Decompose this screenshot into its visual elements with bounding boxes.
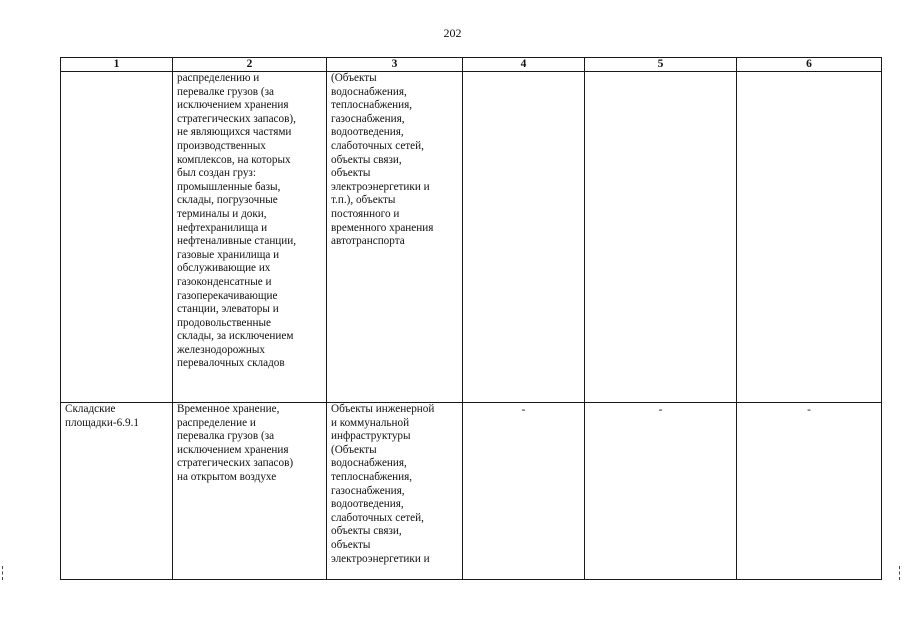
cell-use-description: распределению и перевалке грузов (за исключением хранения стратегических запасов), не являющихся частями производственных комплексов, на которых был создан груз: промышленные базы, склады, погрузочные терминалы и доки, нефтехранилища и нефтеналивные станции, газовые хранилища и обслуживающие их газоконденсатные и газоперекачивающие станции, элеваторы и продовольственные склады, за исключением железнодорожных перевалочных складов — [173, 72, 327, 403]
cell-use-description: Временное хранение, распределение и перевалка грузов (за исключением хранения стратегических запасов) на открытом воздухе — [173, 403, 327, 580]
cell-column-4: - — [463, 403, 585, 580]
land-use-table — [60, 57, 882, 580]
left-margin-mark — [2, 566, 5, 580]
column-header-3: 3 — [327, 58, 463, 72]
table-row — [61, 403, 882, 580]
cell-use-name: Складские площадки-6.9.1 — [61, 403, 173, 580]
cell-column-6 — [737, 72, 882, 403]
cell-column-4 — [463, 72, 585, 403]
column-header-4: 4 — [463, 58, 585, 72]
cell-use-name — [61, 72, 173, 403]
column-header-6: 6 — [737, 58, 882, 72]
cell-auxiliary-objects: (Объекты водоснабжения, теплоснабжения, газоснабжения, водоотведения, слаботочных сетей, объекты связи, объекты электроэнергетики и т.п.), объекты постоянного и временного хранения автотранспорта — [327, 72, 463, 403]
cell-column-5: - — [585, 403, 737, 580]
table-row — [61, 72, 882, 403]
cell-column-5 — [585, 72, 737, 403]
column-header-5: 5 — [585, 58, 737, 72]
column-header-1: 1 — [61, 58, 173, 72]
page-number: 202 — [443, 26, 462, 40]
cell-column-6: - — [737, 403, 882, 580]
right-margin-mark — [899, 566, 902, 580]
cell-auxiliary-objects: Объекты инженерной и коммунальной инфраструктуры (Объекты водоснабжения, теплоснабжения, газоснабжения, водоотведения, слаботочных сетей, объекты связи, объекты электроэнергетики и — [327, 403, 463, 580]
column-header-2: 2 — [173, 58, 327, 72]
table-header-row — [61, 58, 882, 72]
